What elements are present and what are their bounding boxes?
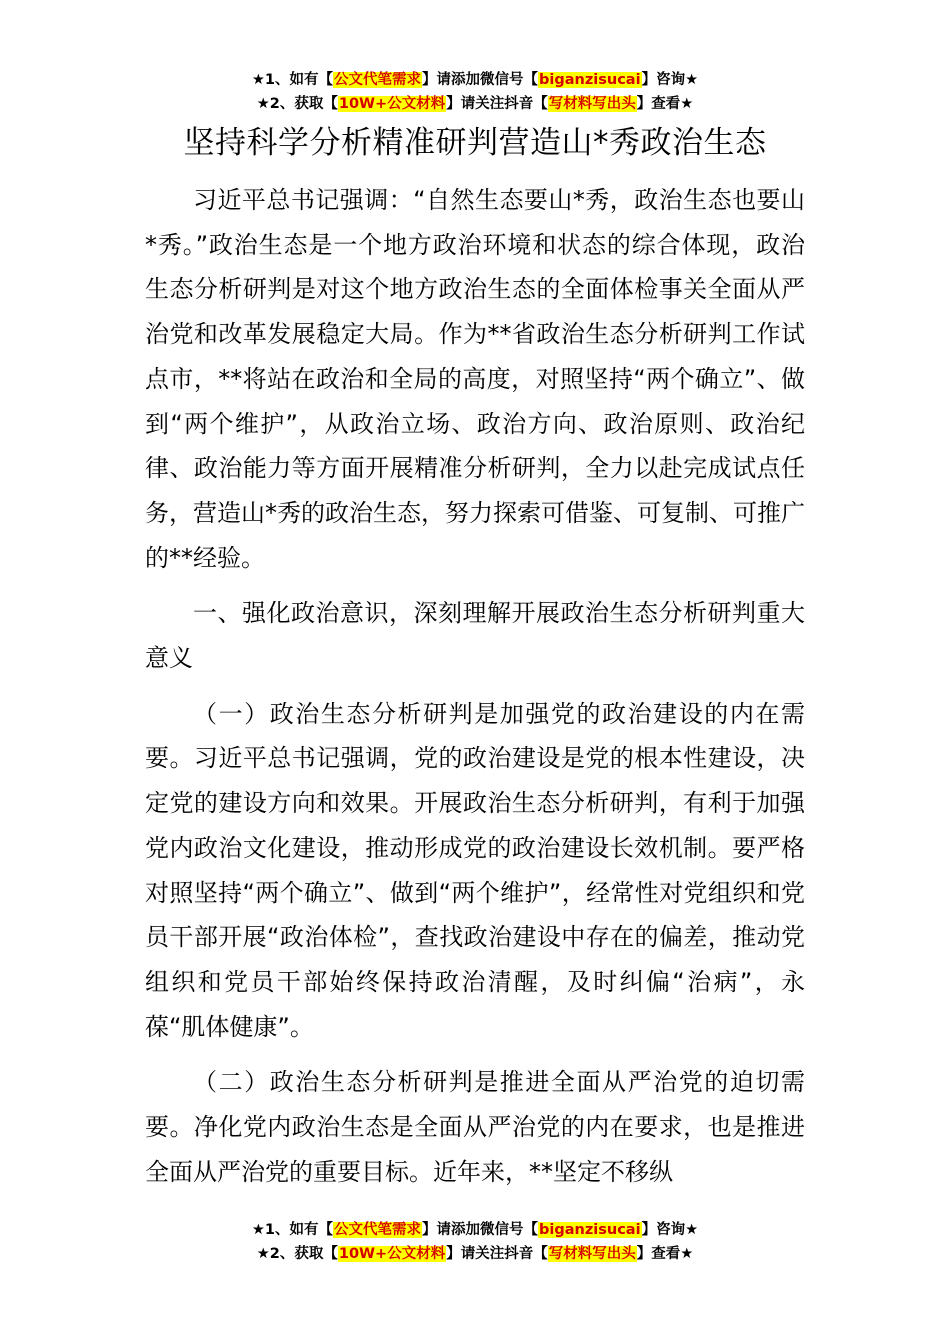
banner-text: 】咨询★ (641, 1222, 699, 1238)
banner-text: 微信号【 (480, 72, 539, 88)
banner-text: ★2、获取【 (256, 1246, 338, 1262)
banner-line-2 (0, 1242, 950, 1266)
document-title: 坚持科学分析精准研判营造山*秀政治生态 (183, 125, 767, 161)
banner-line-1 (0, 68, 950, 92)
banner-text: ★1、如有【 (251, 72, 334, 88)
banner-text: 】请 (446, 1246, 476, 1262)
banner-text: 】请 (446, 96, 476, 112)
banner-text: 微信号【 (480, 1222, 539, 1238)
paragraph: （一）政治生态分析研判是加强党的政治建设的内在需要。习近平总书记强调，党的政治建设是党的根本性建设，决定党的建设方向和效果。开展政治生态分析研判，有利于加强党内政治文化建设，推动形成党的政治建设长效机制。要严格对照坚持“两个确立”、做到“两个维护”，经常性对党组织和党员干部开展“政治体检”，查找政治建设中存在的偏差，推动党组织和党员干部始终保持政治清醒，及时纠偏“治病”，永葆“肌体健康”。 (145, 699, 805, 1041)
banner-text: 抖音【 (504, 96, 548, 112)
banner-text: 】请 (422, 1222, 452, 1238)
banner-highlight: 写材料写出头 (548, 96, 636, 112)
banner-text: 】请 (422, 72, 452, 88)
banner-text: 添加 (451, 72, 481, 88)
banner-highlight: 写材料写出头 (548, 1246, 636, 1262)
banner-text: 抖音【 (504, 1246, 548, 1262)
bottom-banner (0, 1218, 950, 1266)
banner-text: 添加 (451, 1222, 481, 1238)
banner-text: 关注 (475, 96, 505, 112)
banner-text: 关注 (475, 1246, 505, 1262)
banner-highlight: 10W+公文材料 (338, 96, 446, 112)
section-heading: 一、强化政治意识，深刻理解开展政治生态分析研判重大意义 (145, 599, 805, 673)
banner-text: 】查看★ (636, 96, 694, 112)
document-body (145, 178, 805, 1194)
banner-text: ★1、如有【 (251, 1222, 334, 1238)
banner-highlight: 10W+公文材料 (338, 1246, 446, 1262)
top-banner (0, 68, 950, 116)
banner-highlight: biganzisucai (539, 1222, 641, 1238)
banner-highlight: biganzisucai (539, 72, 641, 88)
paragraph: 习近平总书记强调：“自然生态要山*秀，政治生态也要山*秀。”政治生态是一个地方政治环境和状态的综合体现，政治生态分析研判是对这个地方政治生态的全面体检事关全面从严治党和改革发展稳定大局。作为**省政治生态分析研判工作试点市，**将站在政治和全局的高度，对照坚持“两个确立”、做到“两个维护”，从政治立场、政治方向、政治原则、政治纪律、政治能力等方面开展精准分析研判，全力以赴完成试点任务，营造山*秀的政治生态，努力探索可借鉴、可复制、可推广的**经验。 (145, 186, 805, 572)
banner-highlight: 公文代笔需求 (334, 72, 422, 88)
banner-line-2 (0, 92, 950, 116)
banner-text: 】咨询★ (641, 72, 699, 88)
banner-line-1 (0, 1218, 950, 1242)
banner-text: ★2、获取【 (256, 96, 338, 112)
paragraph: （二）政治生态分析研判是推进全面从严治党的迫切需要。净化党内政治生态是全面从严治党的内在要求，也是推进全面从严治党的重要目标。近年来，**坚定不移纵 (145, 1068, 805, 1186)
banner-highlight: 公文代笔需求 (334, 1222, 422, 1238)
banner-text: 】查看★ (636, 1246, 694, 1262)
